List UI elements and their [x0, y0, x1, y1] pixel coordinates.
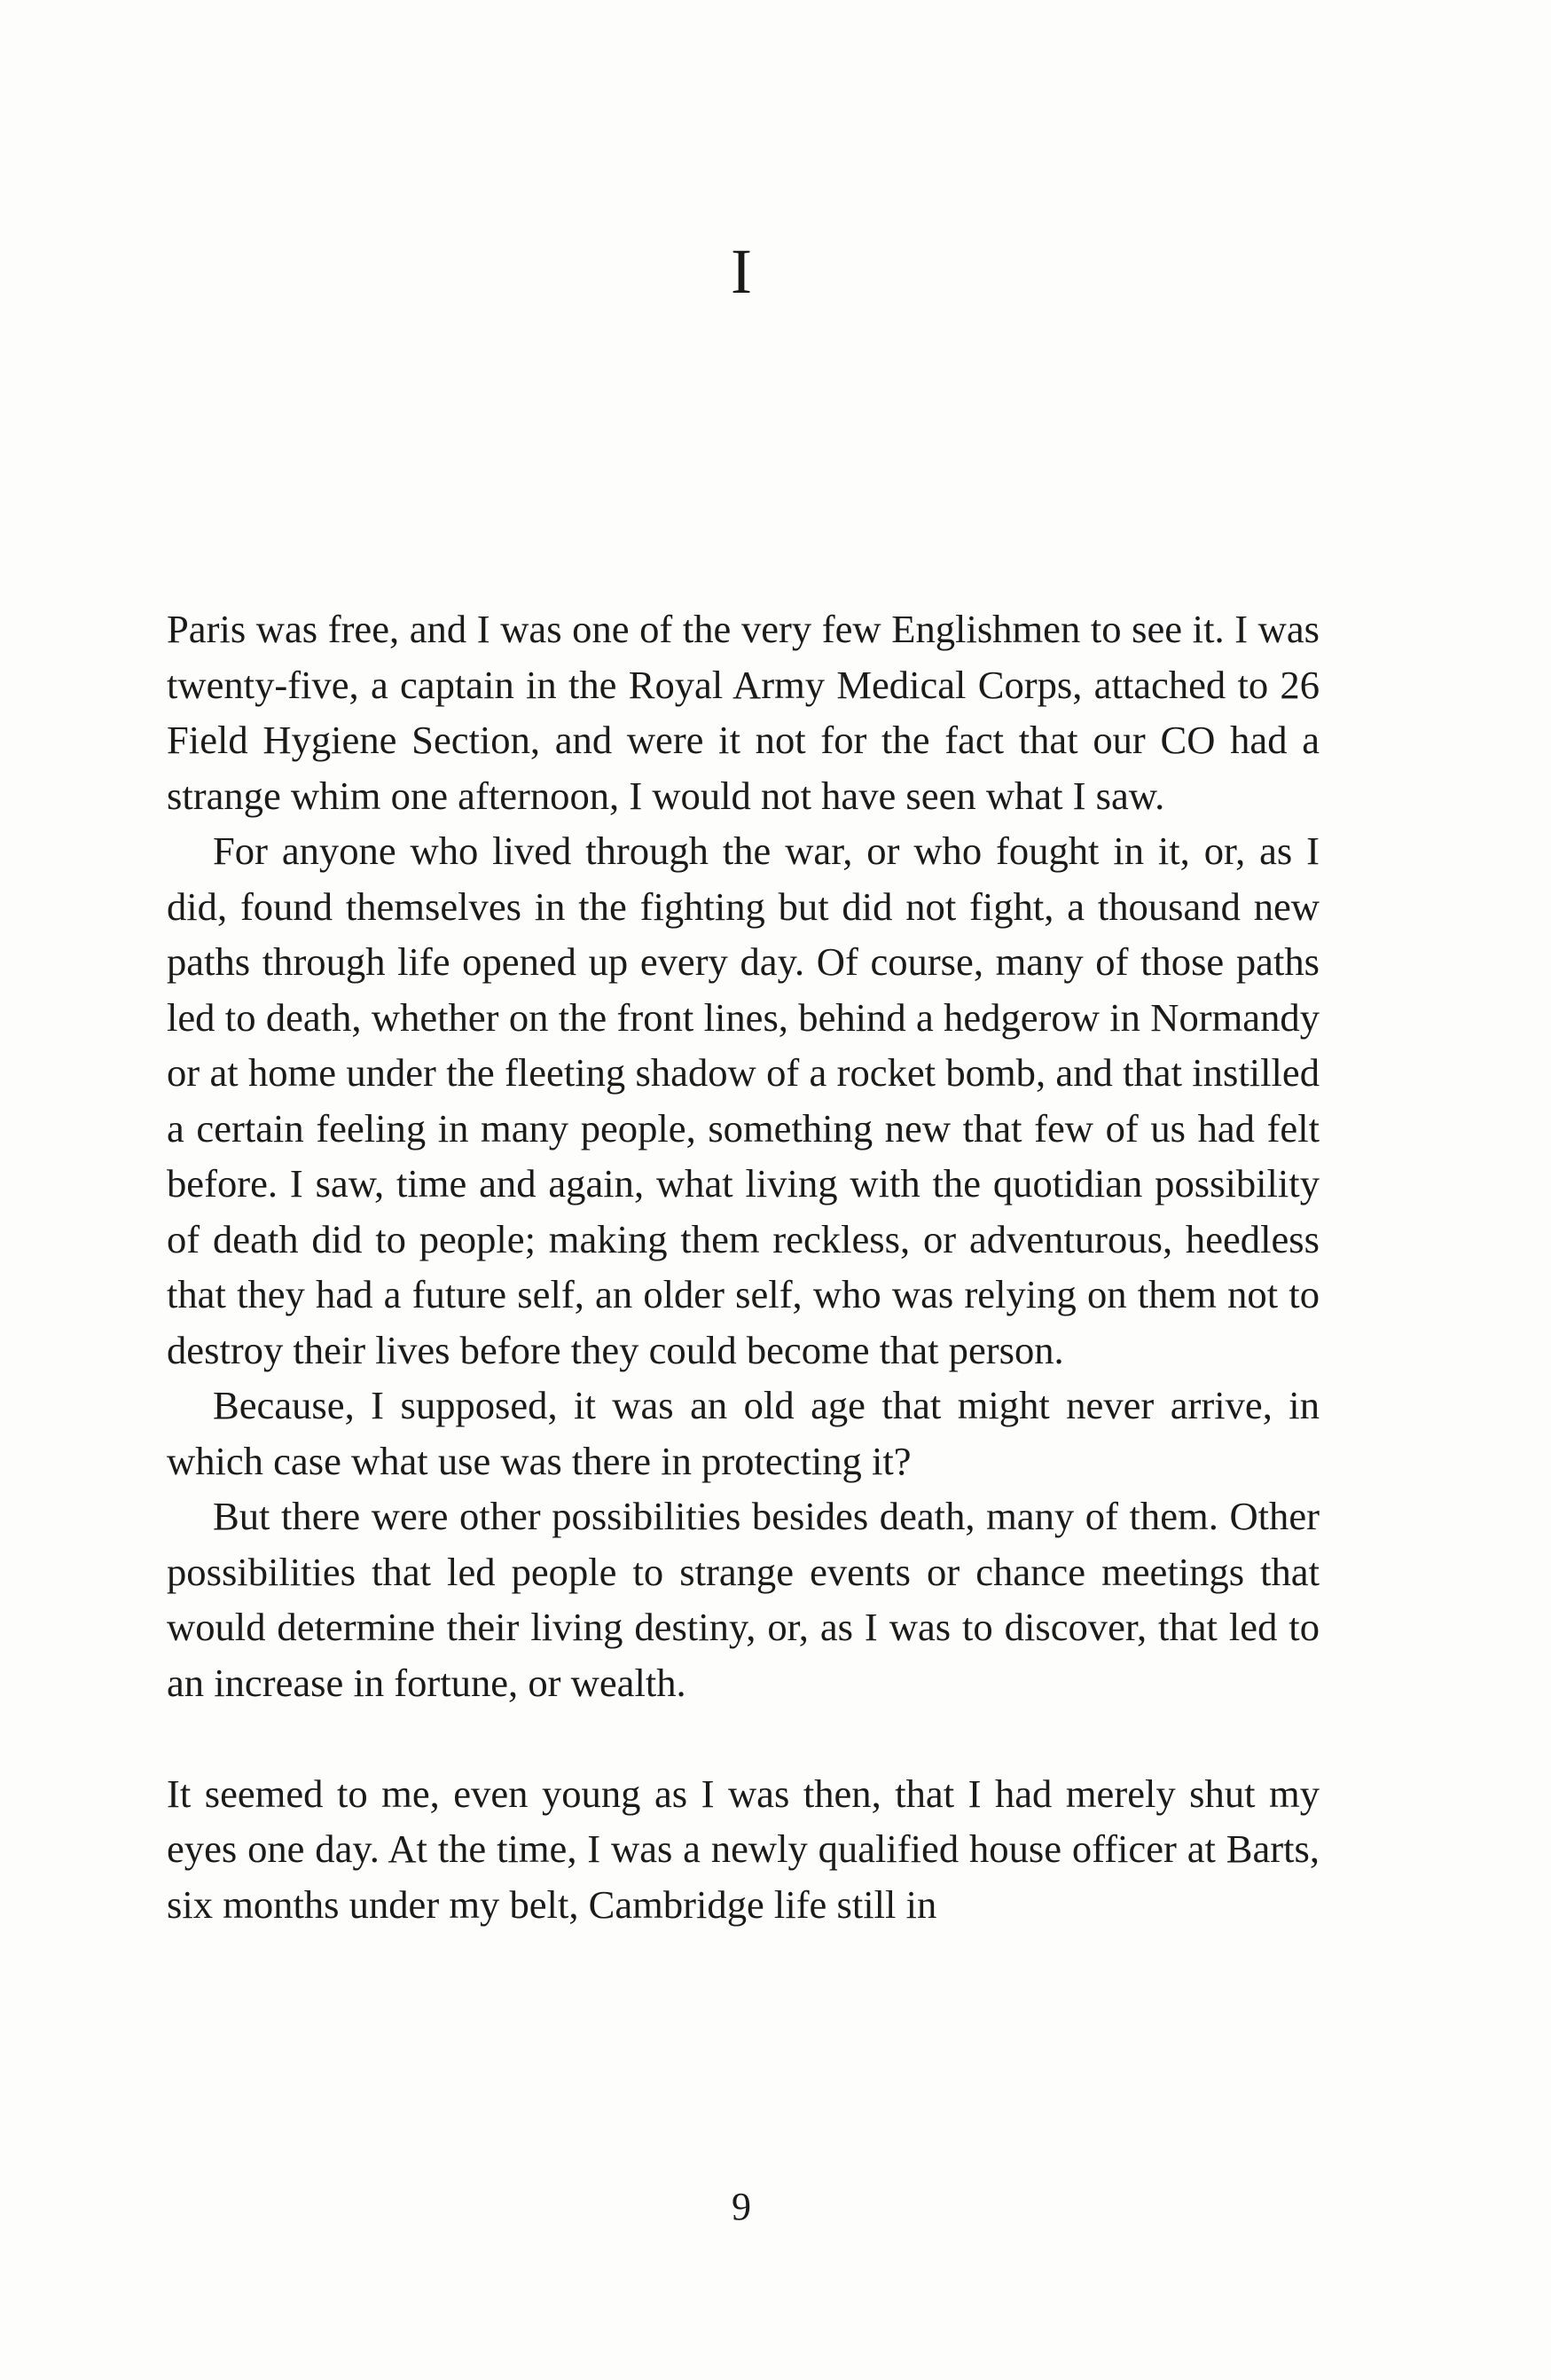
chapter-number: I — [731, 236, 752, 307]
paragraph: For anyone who lived through the war, or who fought in it, or, as I did, found themselves in the fighting but did not fight, a thousand new paths through life opened up every day. Of course, many of those paths led to death, whether on the front lines, behind a hedgerow in Normandy or at home under the fleeting shadow of a rocket bomb, and that instilled a certain feeling in many people, something new that few of us had felt before. I saw, time and again, what living with the quotidian possibility of death did to people; making them reckless, or adventurous, heedless that they had a future self, an older self, who was relying on them not to destroy their lives before they could become that person. — [167, 829, 1320, 1372]
paragraph: But there were other possibilities besides death, many of them. Other possibilities that led people to strange events or chance meetings that would determine their living destiny, or, as I was to discover, that led to an increase in fortune, or wealth. — [167, 1494, 1320, 1705]
paragraph: Because, I supposed, it was an old age that might never arrive, in which case what use was there in protecting it? — [167, 1383, 1320, 1483]
paragraph: Paris was free, and I was one of the very few Englishmen to see it. I was twenty-five, a captain in the Royal Army Medical Corps, attached to 26 Field Hygiene Section, and were it not for the fact that our CO had a strange whim one afternoon, I would not have seen what I saw. — [167, 607, 1320, 818]
body-text — [167, 601, 1320, 1932]
paragraph: It seemed to me, even young as I was then, that I had merely shut my eyes one day. At the time, I was a newly qualified house officer at Barts, six months under my belt, Cambridge life still in — [167, 1771, 1320, 1927]
page-number: 9 — [732, 2185, 751, 2228]
